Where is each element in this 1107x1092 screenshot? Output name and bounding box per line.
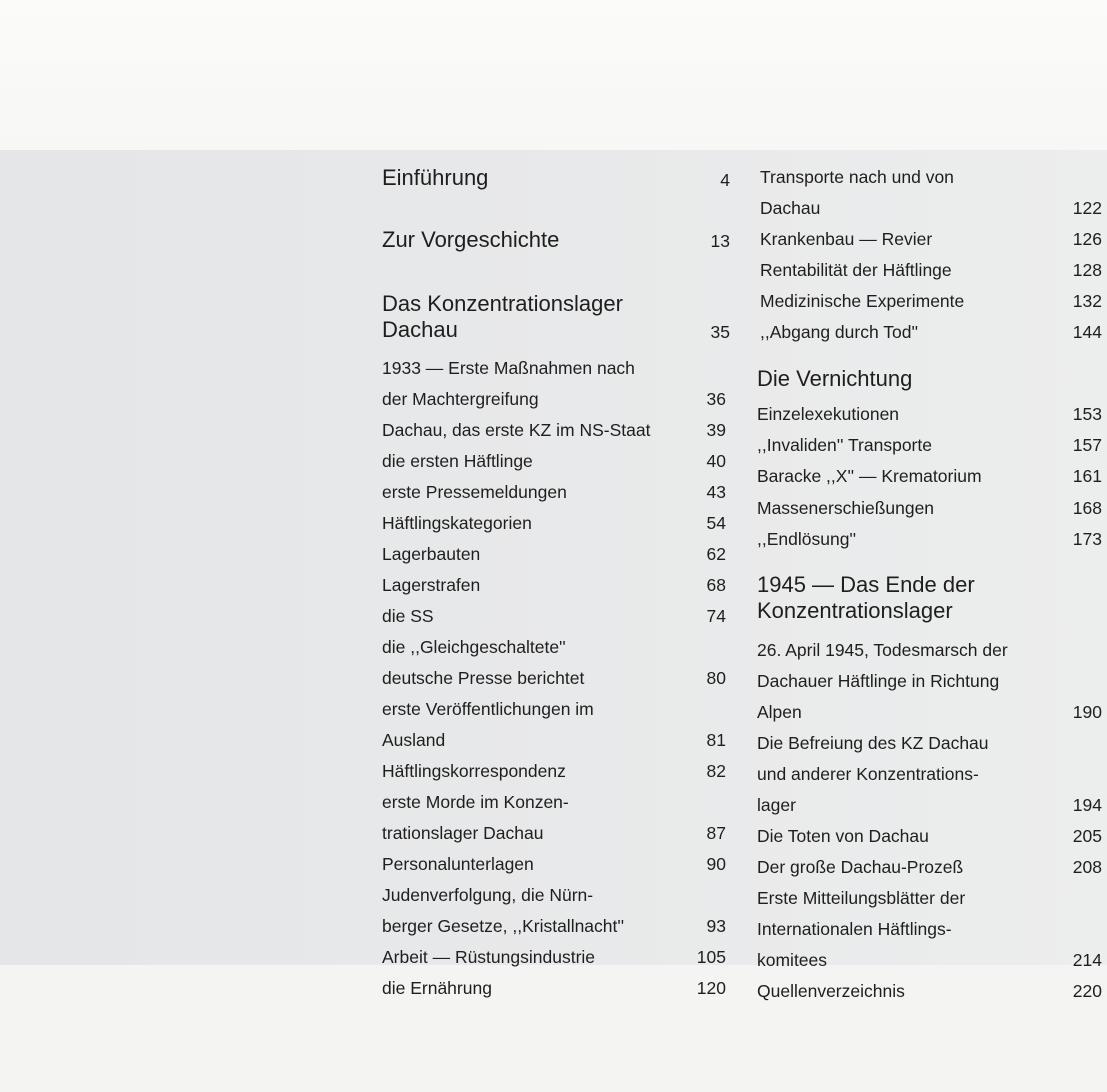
page-top-margin [0, 0, 1107, 150]
entry-text: komitees [757, 950, 828, 970]
chapter-title: Konzentrationslager [757, 598, 953, 623]
entry-text: Quellenverzeichnis [757, 981, 905, 1001]
page-number: 81 [706, 730, 726, 750]
page-number: 122 [1072, 198, 1102, 218]
page-number: 144 [1072, 322, 1102, 342]
page-number: 157 [1072, 435, 1102, 456]
entry-text: und anderer Konzentrations- [757, 764, 979, 784]
chapter-title: Das Konzentrationslager [382, 291, 623, 316]
entry-text: Alpen [757, 702, 802, 722]
chapter-title: Zur Vorgeschichte [382, 227, 560, 252]
page-number: 120 [696, 978, 726, 998]
page-number: 80 [706, 668, 726, 688]
entry-text: Internationalen Häftlings- [757, 919, 952, 939]
page-number: 105 [696, 947, 726, 967]
chapter-title: Einführung [382, 165, 489, 190]
entry-text: Krankenbau — Revier [760, 229, 933, 249]
page-number: 35 [710, 322, 730, 342]
entry-text: Lagerbauten [382, 544, 481, 564]
page-number: 205 [1072, 826, 1102, 846]
entry-text: Häftlingskategorien [382, 513, 532, 533]
entry-text: berger Gesetze, ,,Kristallnacht'' [382, 916, 625, 936]
page-number: 68 [706, 575, 726, 595]
page-number: 208 [1072, 857, 1102, 877]
page-number: 87 [706, 823, 726, 843]
chapter-title: 1945 — Das Ende der [757, 572, 975, 597]
entry-text: 26. April 1945, Todesmarsch der [757, 640, 1008, 660]
page-number: 39 [706, 420, 726, 440]
chapter-title: Dachau [382, 317, 458, 342]
page-number: 74 [706, 606, 726, 626]
page-number: 168 [1072, 497, 1102, 518]
page-number: 93 [706, 916, 726, 936]
entry-text: Ausland [382, 730, 446, 750]
entry-text: Der große Dachau-Prozeß [757, 857, 964, 877]
entry-text: die ,,Gleichgeschaltete'' [382, 637, 566, 657]
entry-text: ,,Abgang durch Tod'' [760, 322, 919, 342]
chapter-title: Die Vernichtung [757, 366, 913, 391]
entry-text: 1933 — Erste Maßnahmen nach [382, 358, 635, 378]
page-number: 128 [1072, 260, 1102, 280]
entry-text: Medizinische Experimente [760, 291, 965, 311]
page-number: 82 [706, 761, 726, 781]
page-number: 214 [1072, 950, 1102, 970]
page-number: 36 [706, 389, 726, 409]
entry-text: der Machtergreifung [382, 389, 539, 409]
entry-text: deutsche Presse berichtet [382, 668, 585, 688]
page-number: 62 [706, 544, 726, 564]
entry-text: Transporte nach und von [760, 167, 954, 187]
entry-text: die ersten Häftlinge [382, 451, 533, 471]
page-number: 161 [1072, 466, 1102, 487]
entry-text: Personalunterlagen [382, 854, 534, 874]
entry-text: Einzelexekutionen [757, 404, 900, 424]
page-number: 153 [1072, 404, 1102, 424]
entry-text: Dachau, das erste KZ im NS-Staat [382, 420, 651, 440]
page-number: 194 [1072, 795, 1102, 815]
entry-text: Die Befreiung des KZ Dachau [757, 733, 989, 753]
page-number: 90 [706, 854, 726, 874]
page-number: 43 [706, 482, 726, 502]
page-number: 126 [1072, 229, 1102, 249]
entry-text: ,,Endlösung'' [757, 528, 857, 549]
page-number: 190 [1072, 702, 1102, 722]
entry-text: Die Toten von Dachau [757, 826, 929, 846]
entry-text: Lagerstrafen [382, 575, 481, 595]
page-number: 173 [1072, 528, 1102, 549]
page-number: 54 [706, 513, 726, 533]
entry-text: erste Veröffentlichungen im [382, 699, 594, 719]
entry-text: die Ernährung [382, 978, 492, 998]
entry-text: lager [757, 795, 796, 815]
entry-text: die SS [382, 606, 434, 626]
page-number: 132 [1072, 291, 1102, 311]
entry-text: trationslager Dachau [382, 823, 544, 843]
entry-text: Arbeit — Rüstungsindustrie [382, 947, 596, 967]
entry-text: Baracke ,,X'' — Krematorium [757, 466, 982, 487]
entry-text: Judenverfolgung, die Nürn- [382, 885, 594, 905]
entry-text: Erste Mitteilungsblätter der [757, 888, 966, 908]
page-number: 4 [720, 170, 730, 190]
entry-text: Dachau [760, 198, 821, 218]
entry-text: ,,Invaliden'' Transporte [757, 435, 932, 456]
page-number: 40 [706, 451, 726, 471]
entry-text: Häftlingskorrespondenz [382, 761, 566, 781]
page-number: 13 [710, 231, 730, 251]
page-bottom-margin [0, 965, 1107, 1092]
entry-text: erste Morde im Konzen- [382, 792, 569, 812]
entry-text: Dachauer Häftlinge in Richtung [757, 671, 1000, 691]
entry-text: erste Pressemeldungen [382, 482, 567, 502]
entry-text: Massenerschießungen [757, 497, 935, 518]
page-number: 220 [1072, 981, 1102, 1001]
entry-text: Rentabilität der Häftlinge [760, 260, 952, 280]
